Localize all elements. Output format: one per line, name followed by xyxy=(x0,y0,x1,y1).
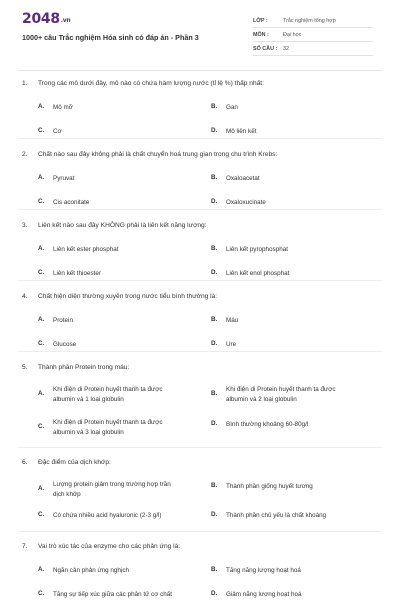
option-letter: C. xyxy=(38,127,45,134)
meta-class-value: Trắc nghiệm tổng hợp xyxy=(283,18,336,24)
option-letter: C. xyxy=(38,423,45,430)
option-text: Liên kết thioester xyxy=(53,270,101,277)
option-text-line: Khi điện di Protein huyết thanh ta được xyxy=(226,386,336,393)
question-prompt: Liên kết nào sau đây KHÔNG phải là liên kết năng lượng: xyxy=(38,222,207,229)
option-text: Oxaloxucinate xyxy=(226,199,266,206)
option-letter: B. xyxy=(211,482,218,489)
option-text xyxy=(53,480,171,499)
option-letter: B. xyxy=(211,390,218,397)
header-divider xyxy=(18,70,382,71)
option-text-line: Khi điện di Protein huyết thanh ta được xyxy=(53,386,163,393)
question-text xyxy=(22,80,264,87)
option-text: Cơ xyxy=(53,128,62,135)
option-letter: D. xyxy=(211,420,218,427)
option-text: Có chứa nhiều acid hyaluronic (2-3 g/l) xyxy=(53,512,162,519)
option-letter: A. xyxy=(38,245,45,252)
option-letter: A. xyxy=(38,103,45,110)
question-divider xyxy=(18,280,382,281)
meta-subject-value: Đại học xyxy=(283,32,302,38)
option-text-line: albumin và 1 loại globulin xyxy=(53,395,124,403)
meta-subject-label: MÔN : xyxy=(253,32,269,38)
option-letter: B. xyxy=(211,103,218,110)
option-text: Mô mỡ xyxy=(53,104,73,111)
option-text: Liên kết enol phosphat xyxy=(226,270,290,277)
option-text xyxy=(53,418,163,437)
option-letter: B. xyxy=(211,566,218,573)
question-text xyxy=(22,293,217,300)
question-text xyxy=(22,543,180,550)
option-text-line: dịch khớp xyxy=(53,490,81,498)
option-text: Protein xyxy=(53,317,73,324)
question-prompt: Chất nào sau đây không phải là chất chuyển hoá trung gian trong chu trình Krebs: xyxy=(38,151,278,158)
option-text xyxy=(226,385,336,404)
option-text: Pyruvat xyxy=(53,175,75,182)
question-divider xyxy=(18,209,382,210)
logo-tld-text: .vn xyxy=(60,17,71,24)
logo-main-text: 2048 xyxy=(22,11,60,27)
option-text: Bình thường khoảng 60-80g/l xyxy=(226,421,309,428)
option-text: Liên kết ester phosphat xyxy=(53,246,119,253)
option-text: Thành phần chủ yếu là chất khoáng xyxy=(226,512,327,519)
option-letter: C. xyxy=(38,340,45,347)
question-number: 3. xyxy=(22,222,28,229)
option-letter: D. xyxy=(211,269,218,276)
option-text-line: albumin và 2 loại globulin xyxy=(226,395,297,403)
option-letter: A. xyxy=(38,485,45,492)
question-number: 7. xyxy=(22,543,28,550)
option-text: Ure xyxy=(226,341,237,348)
meta-class-label: LỚP : xyxy=(253,18,268,24)
question-divider xyxy=(18,531,382,532)
option-letter: D. xyxy=(211,511,218,518)
question-number: 4. xyxy=(22,293,28,300)
option-letter: A. xyxy=(38,390,45,397)
option-letter: B. xyxy=(211,245,218,252)
option-letter: A. xyxy=(38,566,45,573)
option-text: Tăng năng lượng hoạt hoá xyxy=(226,567,301,574)
option-text: Cis aconitate xyxy=(53,199,90,206)
meta-count-value: 32 xyxy=(283,46,289,52)
option-text: Liên kết pyrophosphat xyxy=(226,246,288,253)
option-letter: D. xyxy=(211,590,218,597)
option-text: Máu xyxy=(226,317,239,324)
option-text: Glucose xyxy=(53,341,77,348)
option-letter: C. xyxy=(38,590,45,597)
meta-count-label: SỐ CÂU : xyxy=(253,46,278,52)
option-text: Thành phần giống huyết tương xyxy=(226,483,313,490)
option-letter: C. xyxy=(38,511,45,518)
option-letter: B. xyxy=(211,174,218,181)
option-text xyxy=(53,385,163,404)
option-letter: D. xyxy=(211,198,218,205)
option-text: Giảm năng lượng hoạt hoá xyxy=(226,591,302,598)
question-text xyxy=(22,151,277,158)
option-text: Gan xyxy=(226,104,238,111)
document-title: 1000+ câu Trắc nghiệm Hóa sinh có đáp án - Phần 3 xyxy=(22,33,199,42)
question-prompt: Trong các mô dưới đây, mô nào có chứa hàm lượng nước (tỉ lệ %) thấp nhất: xyxy=(38,80,264,87)
option-letter: D. xyxy=(211,127,218,134)
option-text-line: Khi điện di Protein huyết thanh ta được xyxy=(53,419,163,426)
option-text: Mô liên kết xyxy=(226,128,257,135)
meta-row-count xyxy=(253,42,373,56)
question-number: 6. xyxy=(22,459,28,466)
question-number: 1. xyxy=(22,80,28,87)
meta-row-class xyxy=(253,14,373,28)
option-text: Oxaloacetat xyxy=(226,175,260,182)
page-header xyxy=(0,0,400,68)
option-text: Tăng sự tiếp xúc giữa các phân tử cơ chất xyxy=(53,591,172,598)
question-number: 2. xyxy=(22,151,28,158)
option-letter: D. xyxy=(211,340,218,347)
site-logo[interactable] xyxy=(22,11,70,27)
question-prompt: Thành phần Protein trong máu: xyxy=(38,364,130,371)
document-meta-box xyxy=(253,14,373,56)
option-text: Ngăn cản phản ứng nghịch xyxy=(53,567,129,574)
option-letter: A. xyxy=(38,174,45,181)
question-divider xyxy=(18,138,382,139)
question-prompt: Đặc điểm của dịch khớp: xyxy=(38,459,111,466)
option-text-line: albumin và 3 loại globulin xyxy=(53,428,124,436)
option-letter: C. xyxy=(38,269,45,276)
question-text xyxy=(22,459,111,466)
question-divider xyxy=(18,351,382,352)
question-prompt: Chất hiện diện thường xuyên trong nước tiểu bình thường là: xyxy=(38,293,218,300)
meta-row-subject xyxy=(253,28,373,42)
option-letter: C. xyxy=(38,198,45,205)
option-letter: A. xyxy=(38,316,45,323)
question-text xyxy=(22,364,129,371)
option-letter: B. xyxy=(211,316,218,323)
question-prompt: Vai trò xúc tác của enzyme cho các phản ứng là: xyxy=(38,543,181,550)
option-text-line: Lượng protein giảm trong trường hợp trần xyxy=(53,481,171,488)
question-text xyxy=(22,222,207,229)
question-number: 5. xyxy=(22,364,28,371)
question-divider xyxy=(18,447,382,448)
